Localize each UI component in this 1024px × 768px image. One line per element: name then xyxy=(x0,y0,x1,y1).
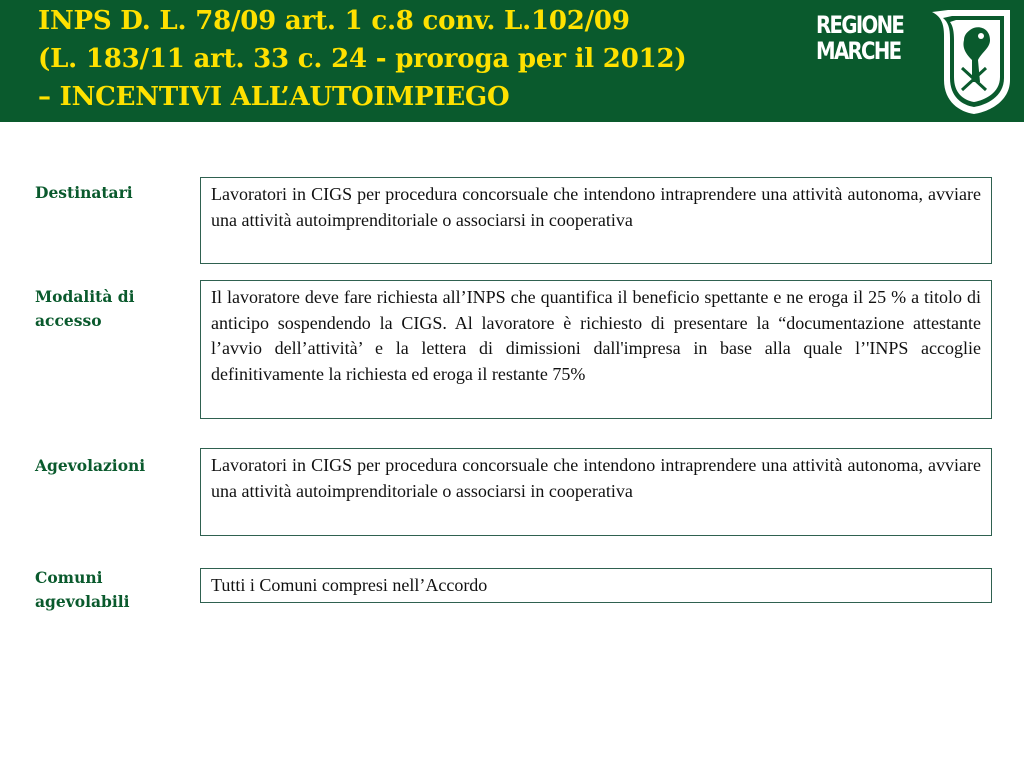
label-line: Destinatari xyxy=(35,183,133,202)
slide-header xyxy=(0,0,1024,122)
label-destinatari xyxy=(35,181,185,205)
label-line: accesso xyxy=(35,311,102,330)
label-line: Modalità di xyxy=(35,287,135,306)
label-agevolazioni xyxy=(35,454,185,478)
title-line-1: INPS D. L. 78/09 art. 1 c.8 conv. L.102/09 xyxy=(38,6,630,36)
box-agevolazioni: Lavoratori in CIGS per procedura concorsuale che intendono intraprendere una attività autonoma, avviare una attività autoimprenditoriale o associarsi in cooperativa xyxy=(200,448,992,536)
label-comuni-agevolabili xyxy=(35,566,185,614)
box-modalita-accesso: Il lavoratore deve fare richiesta all’INPS che quantifica il beneficio spettante e ne eroga il 25 % a titolo di anticipo sospendendo la CIGS. Al lavoratore è richiesto di presentare la “documentazione attestante l’avvio dell’attività’ e la lettera di dimissioni dall'impresa in base alla quale l’'INPS accoglie definitivamente la richiesta ed eroga il restante 75% xyxy=(200,280,992,419)
brand-line-1: REGIONE xyxy=(816,11,904,39)
label-line: Agevolazioni xyxy=(35,456,146,475)
regione-marche-logo-icon xyxy=(926,8,1014,116)
brand-wordmark xyxy=(816,12,903,64)
title-line-2: (L. 183/11 art. 33 c. 24 - proroga per il 2012) xyxy=(38,44,687,74)
label-modalita-accesso xyxy=(35,285,185,333)
slide-title xyxy=(38,2,686,116)
brand-line-2: MARCHE xyxy=(816,37,901,65)
regione-marche-brand xyxy=(816,8,1016,118)
label-line: agevolabili xyxy=(35,592,130,611)
label-line: Comuni xyxy=(35,568,103,587)
box-destinatari: Lavoratori in CIGS per procedura concorsuale che intendono intraprendere una attività autonoma, avviare una attività autoimprenditoriale o associarsi in cooperativa xyxy=(200,177,992,264)
box-comuni-agevolabili: Tutti i Comuni compresi nell’Accordo xyxy=(200,568,992,603)
title-line-3: – INCENTIVI ALL’AUTOIMPIEGO xyxy=(38,82,510,112)
